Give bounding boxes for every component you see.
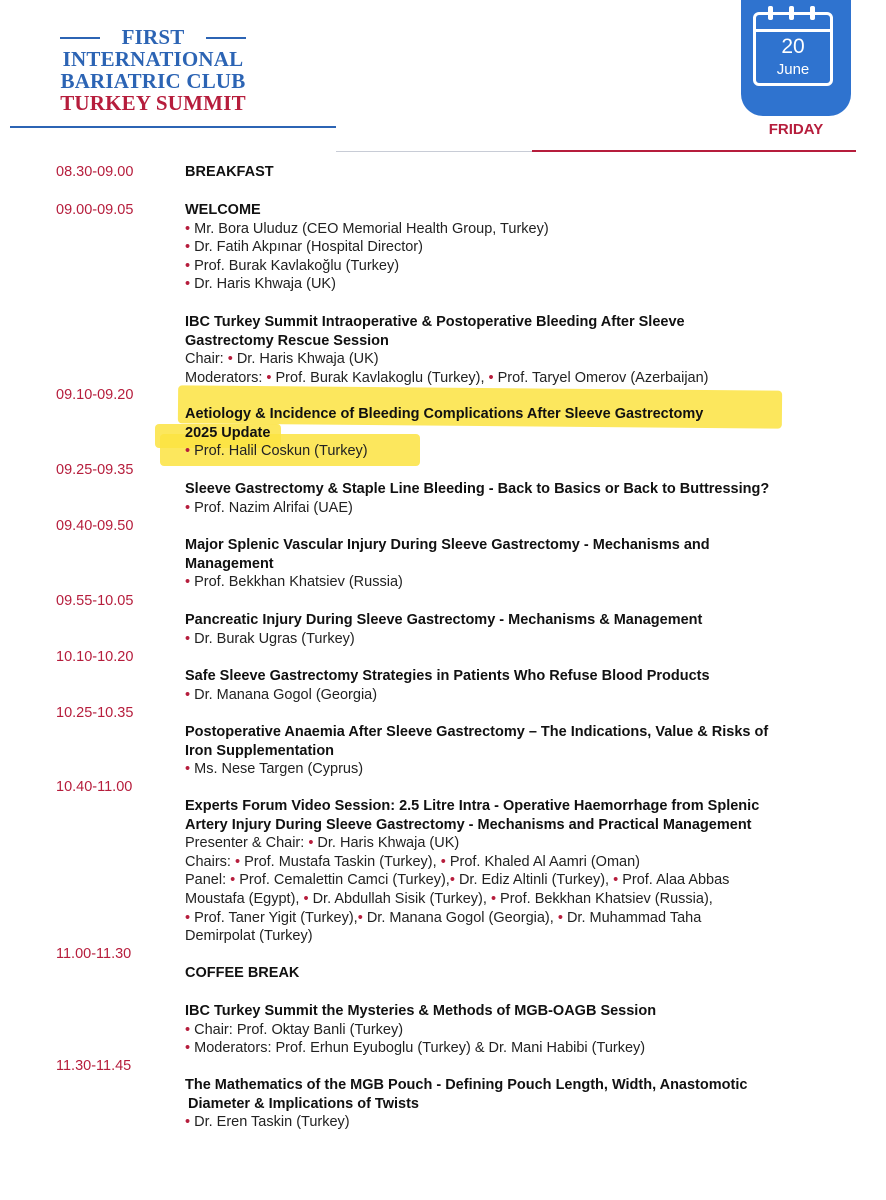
bullet-icon: •: [185, 1114, 191, 1131]
weekday-label: FRIDAY: [768, 121, 824, 138]
bullet-icon: •: [185, 574, 191, 591]
bullet-icon: •: [185, 1040, 191, 1057]
speaker: Prof. Nazim Alrifai (UAE): [194, 499, 353, 516]
bullet-icon: •: [557, 909, 563, 926]
bullet-icon: •: [185, 443, 191, 460]
summit-logo: [58, 26, 248, 114]
panel-label: Panel:: [185, 872, 227, 889]
session-title: BREAKFAST: [185, 164, 274, 180]
calendar-icon: [753, 12, 833, 86]
panelist: Dr. Ediz Altinli (Turkey),: [458, 872, 610, 889]
bullet-icon: •: [185, 686, 191, 703]
chair-label: Chair:: [185, 351, 224, 368]
time-slot: 09.40-09.50: [56, 518, 134, 534]
panelist: Prof. Taner Yigit (Turkey),: [194, 909, 358, 926]
bullet-icon: •: [185, 276, 191, 293]
session-title: Experts Forum Video Session: 2.5 Litre Intra - Operative Haemorrhage from Splenic: [185, 798, 760, 814]
session-title: Safe Sleeve Gastrectomy Strategies in Patients Who Refuse Blood Products: [185, 668, 710, 684]
bullet-icon: •: [185, 220, 191, 237]
session-title: Pancreatic Injury During Sleeve Gastrectomy - Mechanisms & Management: [185, 612, 703, 628]
chair: Chair: Prof. Oktay Banli (Turkey): [194, 1021, 404, 1038]
bullet-icon: •: [185, 630, 191, 647]
bullet-icon: •: [185, 909, 191, 926]
presenter-label: Presenter & Chair:: [185, 835, 305, 852]
bullet-icon: •: [303, 890, 309, 907]
agenda-item-experts-forum: [185, 797, 845, 946]
logo-line-international: INTERNATIONAL: [62, 47, 244, 71]
session-title: WELCOME: [185, 202, 261, 218]
agenda-item-breakfast: [185, 163, 845, 182]
bullet-icon: •: [185, 239, 191, 256]
time-slot: 11.00-11.30: [56, 946, 132, 962]
chairs-label: Chairs:: [185, 853, 231, 870]
time-slot: 11.30-11.45: [56, 1058, 132, 1074]
chair: Prof. Mustafa Taskin (Turkey),: [244, 853, 437, 870]
agenda-item-mgb-session: [185, 1002, 845, 1058]
speaker: Prof. Halil Coskun (Turkey): [194, 443, 368, 460]
agenda-item-bleeding-session: [185, 313, 845, 387]
panelist: Dr. Manana Gogol (Georgia),: [366, 909, 554, 926]
bullet-icon: •: [185, 257, 191, 274]
bullet-icon: •: [227, 351, 233, 368]
speaker: Prof. Burak Kavlakoğlu (Turkey): [194, 257, 400, 274]
time-slot: 09.25-09.35: [56, 462, 134, 478]
speaker: Dr. Haris Khwaja (UK): [194, 276, 336, 293]
speaker: Dr. Manana Gogol (Georgia): [194, 686, 378, 703]
calendar-day: 20: [781, 35, 805, 58]
chair: Dr. Haris Khwaja (UK): [236, 351, 379, 368]
agenda-item-welcome: [185, 201, 845, 294]
bullet-icon: •: [490, 890, 497, 907]
moderators-label: Moderators:: [185, 369, 263, 386]
agenda-item-staple-line: [185, 480, 845, 517]
logo-line-turkey-summit: TURKEY SUMMIT: [60, 91, 246, 115]
agenda-item-blood-products: [185, 667, 845, 704]
agenda-item-coffee-break: [185, 964, 845, 983]
speaker: Dr. Eren Taskin (Turkey): [194, 1114, 350, 1131]
bullet-icon: •: [440, 853, 446, 870]
time-slot: 10.25-10.35: [56, 705, 134, 721]
presenter: Dr. Haris Khwaja (UK): [317, 835, 460, 852]
moderators: Moderators: Prof. Erhun Eyuboglu (Turkey) & Dr. Mani Habibi (Turkey): [194, 1040, 646, 1057]
bullet-icon: •: [613, 872, 619, 889]
speaker: Dr. Burak Ugras (Turkey): [194, 630, 355, 647]
bullet-icon: •: [185, 761, 191, 778]
bullet-icon: •: [308, 835, 314, 852]
panelist: Prof. Bekkhan Khatsiev (Russia),: [500, 890, 713, 907]
bullet-icon: •: [185, 499, 191, 516]
session-title: Postoperative Anaemia After Sleeve Gastrectomy – The Indications, Value & Risks of: [185, 724, 769, 740]
moderator: Prof. Taryel Omerov (Azerbaijan): [497, 369, 709, 386]
panelist: Demirpolat (Turkey): [185, 928, 313, 945]
speaker: Ms. Nese Targen (Cyprus): [194, 761, 364, 778]
time-slot: 08.30-09.00: [56, 164, 134, 180]
chair: Prof. Khaled Al Aamri (Oman): [449, 853, 640, 870]
header-rule-grey: [336, 151, 532, 152]
session-title: Aetiology & Incidence of Bleeding Complications After Sleeve Gastrectomy: [185, 406, 704, 422]
agenda-item-mgb-pouch: [185, 1076, 845, 1132]
calendar-top-bar: [756, 29, 830, 32]
session-title: The Mathematics of the MGB Pouch - Defining Pouch Length, Width, Anastomotic: [185, 1077, 748, 1093]
bullet-icon: •: [449, 872, 455, 889]
session-title: Major Splenic Vascular Injury During Sleeve Gastrectomy - Mechanisms and: [185, 537, 710, 553]
calendar-ring: [768, 6, 773, 20]
bullet-icon: •: [357, 909, 363, 926]
session-title: Sleeve Gastrectomy & Staple Line Bleeding - Back to Basics or Back to Buttressing?: [185, 481, 770, 497]
agenda-item-pancreatic-injury: [185, 611, 845, 648]
agenda-item-aetiology: [185, 405, 845, 461]
bullet-icon: •: [488, 369, 494, 386]
time-slot: 10.40-11.00: [56, 779, 133, 795]
session-title: 2025 Update: [185, 424, 271, 441]
speaker: Dr. Fatih Akpınar (Hospital Director): [194, 239, 423, 256]
session-title: Management: [185, 555, 274, 572]
agenda-item-anaemia: [185, 723, 845, 779]
bullet-icon: •: [230, 872, 236, 889]
session-title: Diameter & Implications of Twists: [188, 1095, 419, 1112]
time-slot: 09.55-10.05: [56, 593, 134, 609]
agenda-item-splenic-injury: [185, 536, 845, 592]
bullet-icon: •: [185, 1021, 191, 1038]
calendar-ring: [789, 6, 794, 20]
time-slot: 09.10-09.20: [56, 387, 134, 403]
bullet-icon: •: [234, 853, 241, 870]
session-title: Artery Injury During Sleeve Gastrectomy - Mechanisms and Practical Management: [185, 816, 752, 833]
logo-line-bariatric-club: BARIATRIC CLUB: [60, 69, 246, 93]
panelist: Prof. Cemalettin Camci (Turkey),: [239, 872, 450, 889]
time-slot: 10.10-10.20: [56, 649, 134, 665]
panelist: Dr. Muhammad Taha: [566, 909, 702, 926]
speaker: Prof. Bekkhan Khatsiev (Russia): [194, 574, 403, 591]
bullet-icon: •: [266, 369, 272, 386]
panelist: Prof. Alaa Abbas: [622, 872, 730, 889]
session-title: Gastrectomy Rescue Session: [185, 332, 389, 349]
session-title: COFFEE BREAK: [185, 965, 300, 981]
panelist: Moustafa (Egypt),: [185, 890, 300, 907]
panelist: Dr. Abdullah Sisik (Turkey),: [312, 890, 487, 907]
calendar-ring: [810, 6, 815, 20]
moderator: Prof. Burak Kavlakoglu (Turkey),: [275, 369, 485, 386]
calendar-month: June: [776, 61, 810, 78]
calendar-badge: [741, 0, 851, 116]
session-title: IBC Turkey Summit Intraoperative & Postoperative Bleeding After Sleeve: [185, 314, 685, 330]
session-title: Iron Supplementation: [185, 742, 335, 759]
logo-line-first: FIRST: [58, 26, 248, 48]
session-title: IBC Turkey Summit the Mysteries & Methods of MGB-OAGB Session: [185, 1003, 657, 1019]
time-slot: 09.00-09.05: [56, 202, 134, 218]
header-rule-blue: [10, 126, 336, 128]
speaker: Mr. Bora Uluduz (CEO Memorial Health Group, Turkey): [194, 220, 549, 237]
header-rule-red: [532, 150, 856, 152]
